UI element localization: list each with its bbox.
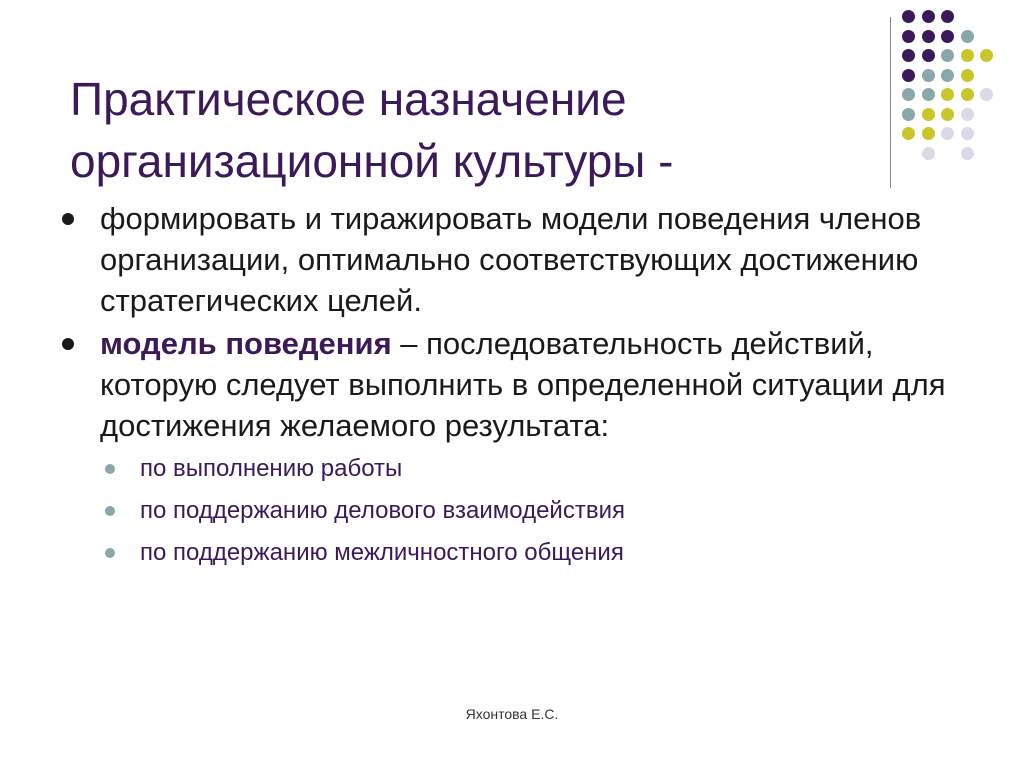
decorative-dot <box>922 30 935 43</box>
footer-author: Яхонтова Е.С. <box>465 706 559 722</box>
decorative-dot <box>980 88 993 101</box>
decorative-dot <box>961 49 974 62</box>
bullet-term: модель поведения <box>100 326 392 361</box>
bullet-icon <box>62 213 74 225</box>
sub-bullet-text: по поддержанию межличностного общения <box>140 539 624 566</box>
decorative-dot <box>922 69 935 82</box>
decorative-dot <box>941 10 954 23</box>
decorative-dot <box>902 108 915 121</box>
bullet-text: – последовательность действий, которую следует выполнить в определенной ситуации для достижения желаемого результата: <box>100 326 946 443</box>
decorative-dot <box>902 49 915 62</box>
decorative-dot <box>922 10 935 23</box>
decorative-dot <box>902 10 915 23</box>
decorative-dot <box>980 49 993 62</box>
decorative-dot <box>922 147 935 160</box>
decorative-dot <box>961 108 974 121</box>
decorative-dot <box>961 127 974 140</box>
decorative-dot <box>961 88 974 101</box>
sub-bullet-item <box>60 490 960 532</box>
bullet-icon <box>62 338 74 350</box>
decorative-dot <box>922 49 935 62</box>
decorative-dot <box>902 127 915 140</box>
decorative-dot <box>941 108 954 121</box>
decorative-dot <box>941 127 954 140</box>
sub-bullet-icon <box>105 464 115 474</box>
decorative-dot <box>902 69 915 82</box>
decorative-dot <box>941 69 954 82</box>
decorative-dot <box>941 88 954 101</box>
slide-title-line-1: Практическое назначение <box>70 73 627 125</box>
decorative-dot <box>922 88 935 101</box>
decorative-dot <box>961 30 974 43</box>
decorative-dot <box>922 108 935 121</box>
sub-bullet-text: по выполнению работы <box>140 455 403 482</box>
title-divider-line <box>890 17 891 188</box>
sub-bullet-icon <box>105 548 115 558</box>
sub-bullet-icon <box>105 506 115 516</box>
decorative-dot <box>922 127 935 140</box>
bullet-item <box>60 198 960 321</box>
slide-title-line-2: организационной культуры - <box>70 135 674 187</box>
decorative-dot <box>941 49 954 62</box>
decorative-dot-grid <box>902 10 1010 170</box>
bullet-text: формировать и тиражировать модели поведения членов организации, оптимально соответствующих достижению стратегических целей. <box>100 201 922 318</box>
slide-title <box>70 68 870 192</box>
decorative-dot <box>941 30 954 43</box>
sub-bullet-text: по поддержанию делового взаимодействия <box>140 497 625 524</box>
sub-bullet-item <box>60 532 960 574</box>
decorative-dot <box>902 30 915 43</box>
sub-bullet-item <box>60 448 960 490</box>
decorative-dot <box>902 88 915 101</box>
decorative-dot <box>961 69 974 82</box>
slide-body <box>60 198 960 574</box>
bullet-item <box>60 323 960 446</box>
decorative-dot <box>961 147 974 160</box>
